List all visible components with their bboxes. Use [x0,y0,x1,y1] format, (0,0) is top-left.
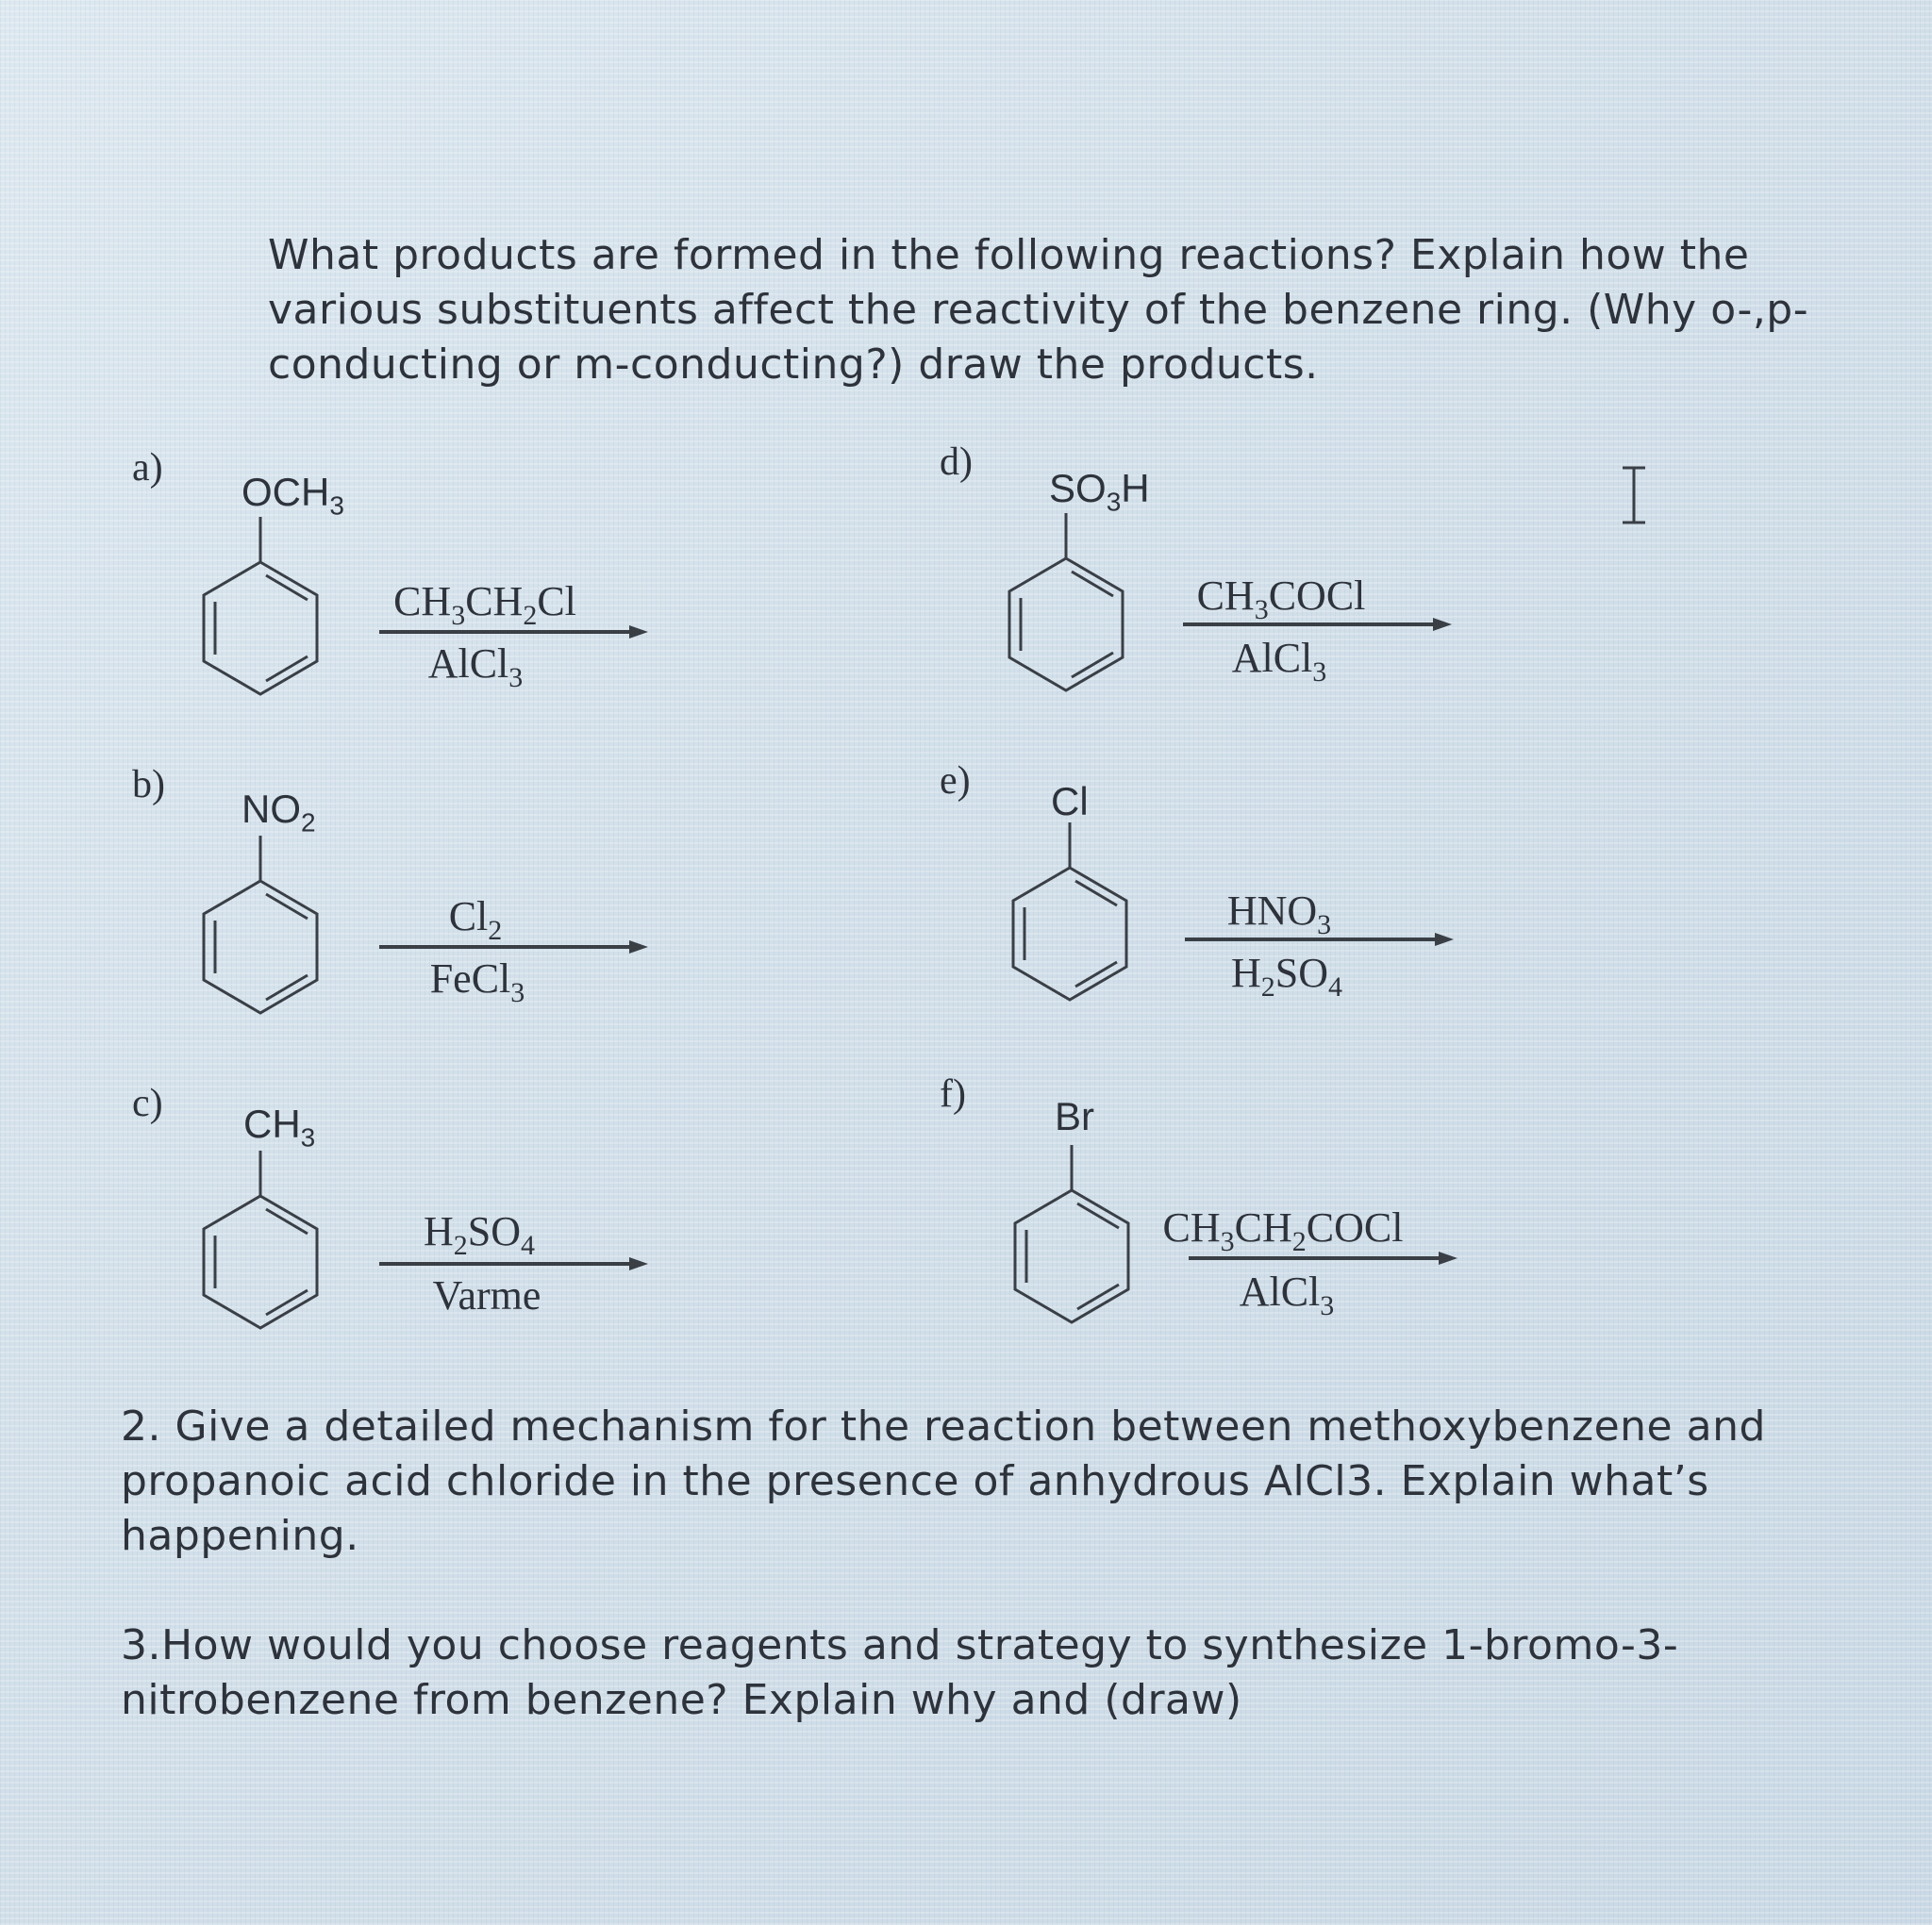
benzene-ring [194,1151,326,1339]
question-2-text: 2. Give a detailed mechanism for the reaction between methoxybenzene and propanoic acid chloride in the presence of anhydrous AlCl3. Explain what’s happening. [121,1402,1766,1560]
reaction-label: e) [940,759,971,803]
reagent-bottom: Varme [432,1272,541,1319]
reagent-bottom: AlCl$_3$ [1231,635,1327,688]
substituent-label: $OCH_3$ [242,470,344,521]
benzene-ring [1000,513,1132,702]
substituent-label: $CH_3$ [243,1102,316,1153]
reaction-label: a) [132,446,163,490]
reaction-label: f) [940,1072,966,1116]
reagent-top: $CH_3COCl$ [1196,573,1366,625]
reaction-arrow [379,1254,653,1273]
reaction-label: d) [940,440,973,484]
reagent-top: $CH_3CH_2COCl$ [1162,1204,1404,1257]
question-1-text: What products are formed in the following reactions? Explain how the various substituents affect the reactivity of the benzene ring. (Why o-,p-conducting or m-conducting?) draw the products. [268,231,1809,389]
reaction-arrow [379,938,653,956]
reagent-bottom: FeCl$_3$ [429,955,525,1008]
reaction-arrow [1183,615,1457,634]
reaction-label: b) [132,763,165,806]
substituent-label: $SO_3H$ [1049,466,1150,517]
reaction-arrow [1189,1249,1462,1268]
reaction-label: c) [132,1082,163,1125]
question-3-text: 3.How would you choose reagents and strategy to synthesize 1-bromo-3-nitrobenzene from benzene? Explain why and (draw) [121,1621,1679,1724]
substituent-label: $NO_2$ [242,787,316,838]
reagent-bottom: $H_2SO_4$ [1230,950,1343,1003]
reagent-top: $HNO_3$ [1226,888,1332,940]
reagent-top: $Cl_2$ [448,893,503,946]
text-cursor-icon [1615,464,1653,530]
reagent-top: $CH_3CH_2Cl$ [393,578,576,631]
benzene-ring [194,836,326,1024]
reagent-bottom: AlCl$_3$ [427,640,524,693]
benzene-ring [1004,822,1136,1011]
substituent-label: Br [1055,1094,1094,1138]
reaction-arrow [1185,930,1458,949]
benzene-ring [1006,1145,1138,1334]
reaction-arrow [379,622,653,641]
benzene-ring [194,517,326,705]
reagent-top: $H_2SO_4$ [423,1208,536,1261]
reagent-bottom: AlCl$_3$ [1239,1269,1335,1321]
substituent-label: Cl [1051,779,1089,823]
